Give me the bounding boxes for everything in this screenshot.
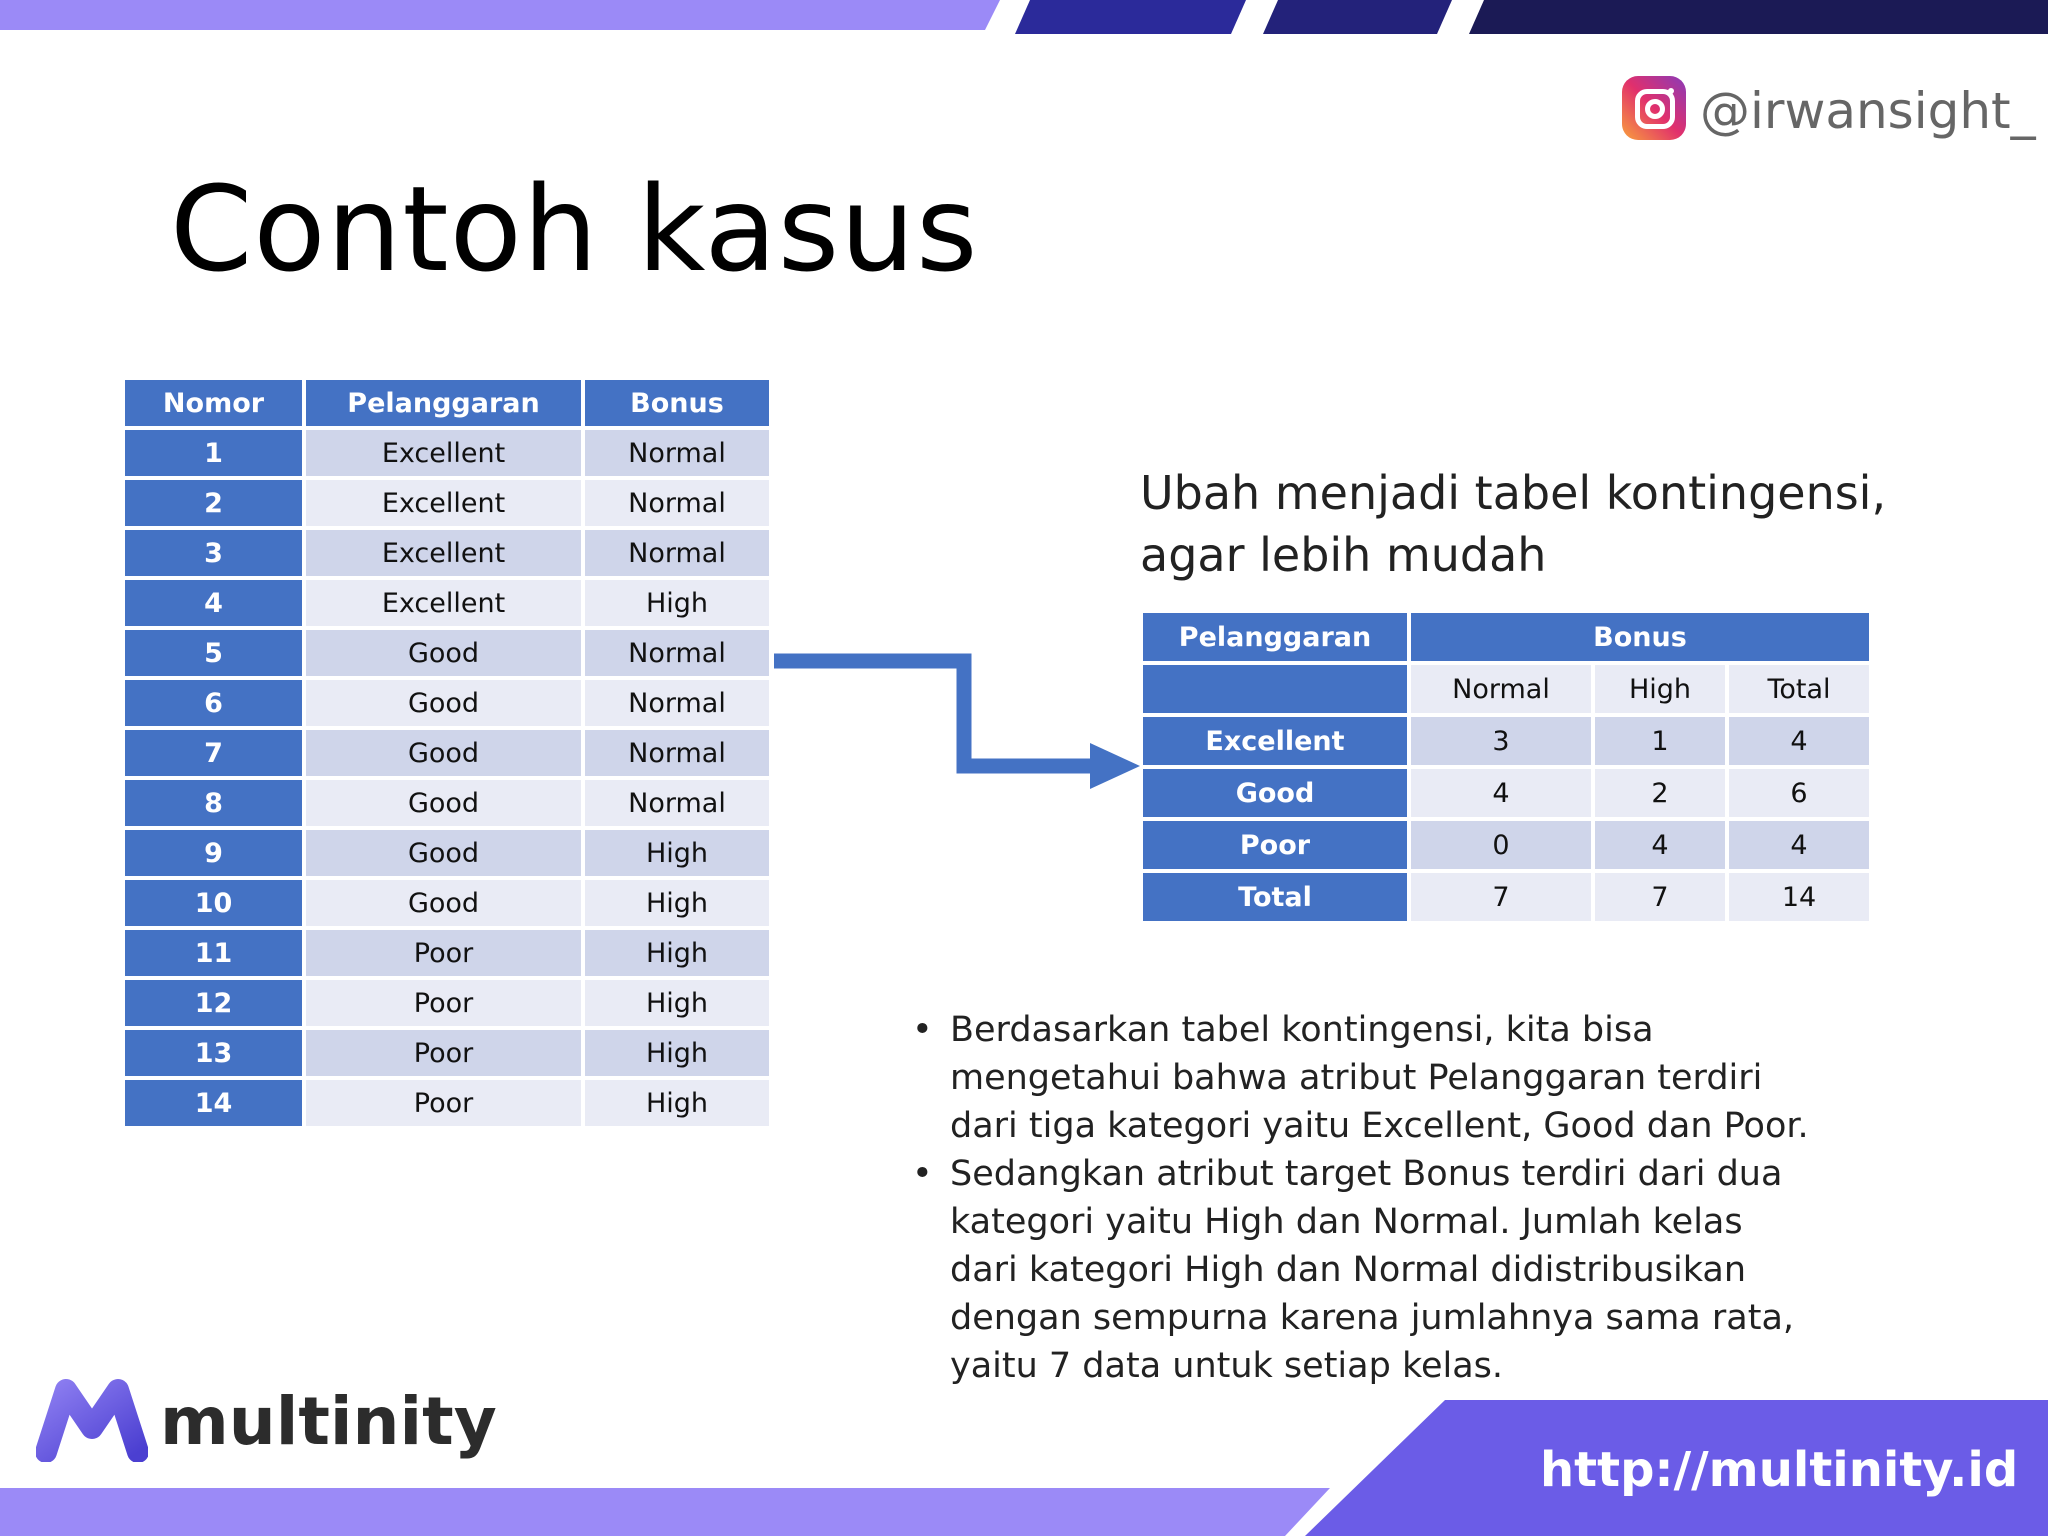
- cell-nomor: 7: [125, 730, 302, 776]
- row-label: Poor: [1143, 821, 1407, 869]
- header-pelanggaran: Pelanggaran: [1143, 613, 1407, 661]
- table-row: [125, 580, 769, 626]
- cell-pelanggaran: Good: [306, 780, 581, 826]
- cell-nomor: 2: [125, 480, 302, 526]
- cell-normal: 0: [1411, 821, 1591, 869]
- table-row: [125, 930, 769, 976]
- table-row: [125, 830, 769, 876]
- table-row: [125, 530, 769, 576]
- table-row: [125, 780, 769, 826]
- cell-pelanggaran: Excellent: [306, 530, 581, 576]
- subheader-high: High: [1595, 665, 1725, 713]
- cell-nomor: 3: [125, 530, 302, 576]
- cell-pelanggaran: Excellent: [306, 580, 581, 626]
- cell-normal: 3: [1411, 717, 1591, 765]
- cell-nomor: 4: [125, 580, 302, 626]
- cell-total: 4: [1729, 821, 1869, 869]
- cell-bonus: High: [585, 1080, 769, 1126]
- cell-bonus: Normal: [585, 680, 769, 726]
- header-nomor: Nomor: [125, 380, 302, 426]
- cell-pelanggaran: Poor: [306, 1030, 581, 1076]
- source-table-body: [125, 430, 769, 1126]
- contingency-table: [1139, 609, 1873, 925]
- social-handle: @irwansight_: [1700, 82, 2036, 140]
- cell-high: 4: [1595, 821, 1725, 869]
- cell-nomor: 13: [125, 1030, 302, 1076]
- cell-normal: 7: [1411, 873, 1591, 921]
- conversion-subtitle: [1140, 462, 1886, 586]
- bullet-text-1: Berdasarkan tabel kontingensi, kita bisa mengetahui bahwa atribut Pelanggaran terdiri dari tiga kategori yaitu Excellent, Good dan Poor.: [950, 1010, 1809, 1146]
- arrow-path: [774, 661, 1100, 766]
- cell-bonus: High: [585, 880, 769, 926]
- bullet-item-2: [900, 1150, 1820, 1390]
- contingency-row: [1143, 717, 1869, 765]
- instagram-icon: [1622, 76, 1686, 140]
- table-row: [125, 430, 769, 476]
- cell-pelanggaran: Good: [306, 680, 581, 726]
- table-row: [125, 880, 769, 926]
- subheader-normal: Normal: [1411, 665, 1591, 713]
- top-band-navy-3: [1469, 0, 2048, 34]
- cell-pelanggaran: Poor: [306, 1080, 581, 1126]
- contingency-header-row: [1143, 613, 1869, 661]
- cell-bonus: High: [585, 980, 769, 1026]
- cell-high: 7: [1595, 873, 1725, 921]
- row-label: Good: [1143, 769, 1407, 817]
- brand-name: multinity: [160, 1383, 497, 1460]
- top-band-purple: [0, 0, 1000, 30]
- source-data-table: [121, 376, 773, 1130]
- contingency-row: [1143, 821, 1869, 869]
- cell-bonus: High: [585, 580, 769, 626]
- top-band-navy-2: [1263, 0, 1452, 34]
- subtitle-line-2: agar lebih mudah: [1140, 528, 1547, 582]
- table-row: [125, 680, 769, 726]
- cell-pelanggaran: Excellent: [306, 480, 581, 526]
- cell-pelanggaran: Good: [306, 630, 581, 676]
- bottom-band-light: [0, 1488, 1330, 1536]
- top-decor-band: [0, 0, 2048, 34]
- contingency-body: [1143, 717, 1869, 921]
- table-header-row: [125, 380, 769, 426]
- cell-high: 2: [1595, 769, 1725, 817]
- table-row: [125, 980, 769, 1026]
- header-pelanggaran: Pelanggaran: [306, 380, 581, 426]
- contingency-row: [1143, 769, 1869, 817]
- multinity-logo-icon: [36, 1376, 148, 1462]
- table-row: [125, 1030, 769, 1076]
- row-label: Excellent: [1143, 717, 1407, 765]
- cell-bonus: High: [585, 830, 769, 876]
- cell-pelanggaran: Poor: [306, 980, 581, 1026]
- table-row: [125, 630, 769, 676]
- bullet-item-1: [900, 1006, 1820, 1150]
- cell-nomor: 14: [125, 1080, 302, 1126]
- empty-corner-cell: [1143, 665, 1407, 713]
- cell-pelanggaran: Excellent: [306, 430, 581, 476]
- bullet-text-2: Sedangkan atribut target Bonus terdiri dari dua kategori yaitu High dan Normal. Jumlah kelas dari kategori High dan Normal didistribusikan dengan sempurna karena jumlahnya sama rata, yaitu 7 data untuk setiap kelas.: [950, 1154, 1795, 1386]
- header-bonus: Bonus: [1411, 613, 1869, 661]
- cell-nomor: 10: [125, 880, 302, 926]
- cell-nomor: 11: [125, 930, 302, 976]
- contingency-subheader-row: [1143, 665, 1869, 713]
- cell-bonus: Normal: [585, 430, 769, 476]
- explanation-bullets: [900, 1006, 1820, 1390]
- bullet-dot-icon: •: [912, 1010, 933, 1050]
- table-row: [125, 1080, 769, 1126]
- subtitle-line-1: Ubah menjadi tabel kontingensi,: [1140, 466, 1887, 520]
- cell-bonus: Normal: [585, 630, 769, 676]
- cell-total: 14: [1729, 873, 1869, 921]
- cell-nomor: 1: [125, 430, 302, 476]
- table-row: [125, 730, 769, 776]
- cell-pelanggaran: Good: [306, 730, 581, 776]
- cell-pelanggaran: Poor: [306, 930, 581, 976]
- cell-total: 4: [1729, 717, 1869, 765]
- cell-normal: 4: [1411, 769, 1591, 817]
- cell-nomor: 8: [125, 780, 302, 826]
- arrow-head-icon: [1090, 743, 1140, 789]
- table-row: [125, 480, 769, 526]
- cell-total: 6: [1729, 769, 1869, 817]
- cell-nomor: 5: [125, 630, 302, 676]
- page-title: Contoh kasus: [170, 160, 979, 298]
- cell-pelanggaran: Good: [306, 880, 581, 926]
- cell-nomor: 12: [125, 980, 302, 1026]
- cell-bonus: Normal: [585, 780, 769, 826]
- cell-high: 1: [1595, 717, 1725, 765]
- cell-bonus: High: [585, 1030, 769, 1076]
- cell-bonus: Normal: [585, 530, 769, 576]
- cell-bonus: High: [585, 930, 769, 976]
- contingency-row: [1143, 873, 1869, 921]
- subheader-total: Total: [1729, 665, 1869, 713]
- cell-pelanggaran: Good: [306, 830, 581, 876]
- footer-url[interactable]: http://multinity.id: [1540, 1442, 2019, 1498]
- top-band-navy-1: [1015, 0, 1246, 34]
- header-bonus: Bonus: [585, 380, 769, 426]
- cell-nomor: 6: [125, 680, 302, 726]
- arrow-connector: [770, 640, 1150, 800]
- cell-nomor: 9: [125, 830, 302, 876]
- cell-bonus: Normal: [585, 730, 769, 776]
- bullet-dot-icon: •: [912, 1154, 933, 1194]
- cell-bonus: Normal: [585, 480, 769, 526]
- row-label: Total: [1143, 873, 1407, 921]
